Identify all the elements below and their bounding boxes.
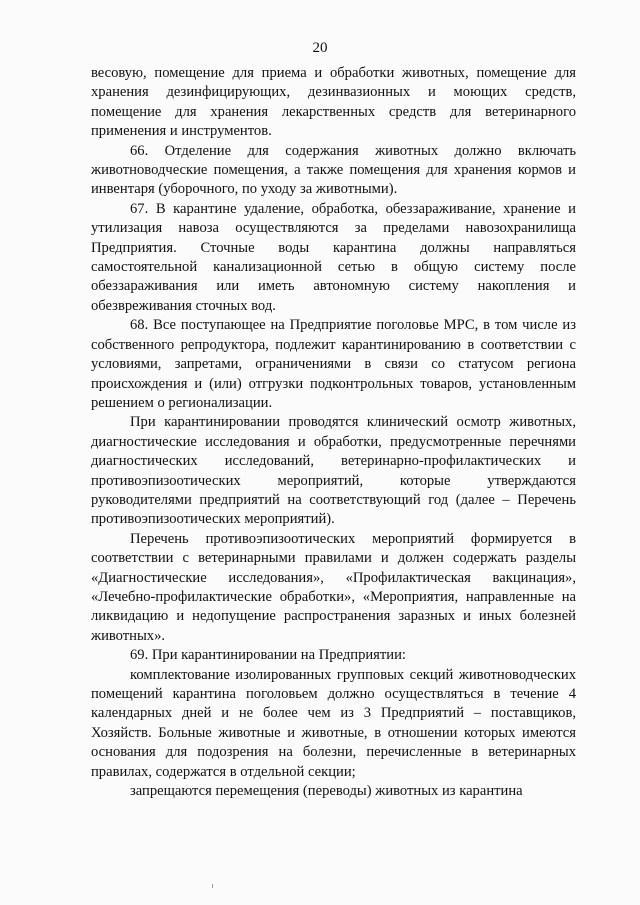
paragraph: 67. В карантине удаление, обработка, обеззараживание, хранение и утилизация навоза осуществляются за пределами навозохранилища Предприятия. Сточные воды карантина должны направляться самостоятельной канализационной сетью в общую систему после обеззараживания или иметь автономную систему накопления и обезвреживания сточных вод. (91, 200, 576, 314)
paragraph: весовую, помещение для приема и обработки животных, помещение для хранения дезинфицирующих, дезинвазионных и моющих средств, помещение для хранения лекарственных средств для ветеринарного применения и инструментов. (91, 65, 576, 140)
scan-speck (212, 884, 213, 888)
paragraph: 69. При карантинировании на Предприятии: (130, 647, 406, 664)
paragraph: При карантинировании проводятся клинический осмотр животных, диагностические исследования и обработки, предусмотренные перечнями диагностических исследований, ветеринарно-профилактических и противоэпизоотических мероприятий, которые утверждаются руководителями предприятий на соответствующий год (далее – Перечень противоэпизоотических мероприятий). (91, 414, 576, 528)
paragraph: комплектование изолированных групповых секций животноводческих помещений карантина поголовьем должно осуществляться в течение 4 календарных дней и не более чем из 3 Предприятий – поставщиков, Хозяйств. Больные животные и животные, в отношении которых имеются основания для подозрения на болезни, перечисленные в ветеринарных правилах, содержатся в отдельной секции; (91, 666, 576, 780)
paragraph: 66. Отделение для содержания животных должно включать животноводческие помещения, а также помещения для хранения кормов и инвентаря (уборочного, по уходу за животными). (91, 142, 576, 198)
page-number: 20 (312, 40, 328, 56)
paragraph: 68. Все поступающее на Предприятие поголовье МРС, в том числе из собственного репродуктора, подлежит карантинированию в соответствии с условиями, запретами, ограничениями в связи со статусом региона происхождения и (или) отгрузки подконтрольных товаров, установленным решением о регионализации. (91, 317, 576, 411)
paragraph: запрещаются перемещения (переводы) животных из карантина (130, 783, 523, 800)
paragraph: Перечень противоэпизоотических мероприятий формируется в соответствии с ветеринарными правилами и должен содержать разделы «Диагностические исследования», «Профилактическая вакцинация», «Лечебно-профилактические обработки», «Мероприятия, направленные на ликвидацию и недопущение распространения заразных и иных болезней животных». (91, 530, 576, 644)
document-body (91, 64, 576, 801)
